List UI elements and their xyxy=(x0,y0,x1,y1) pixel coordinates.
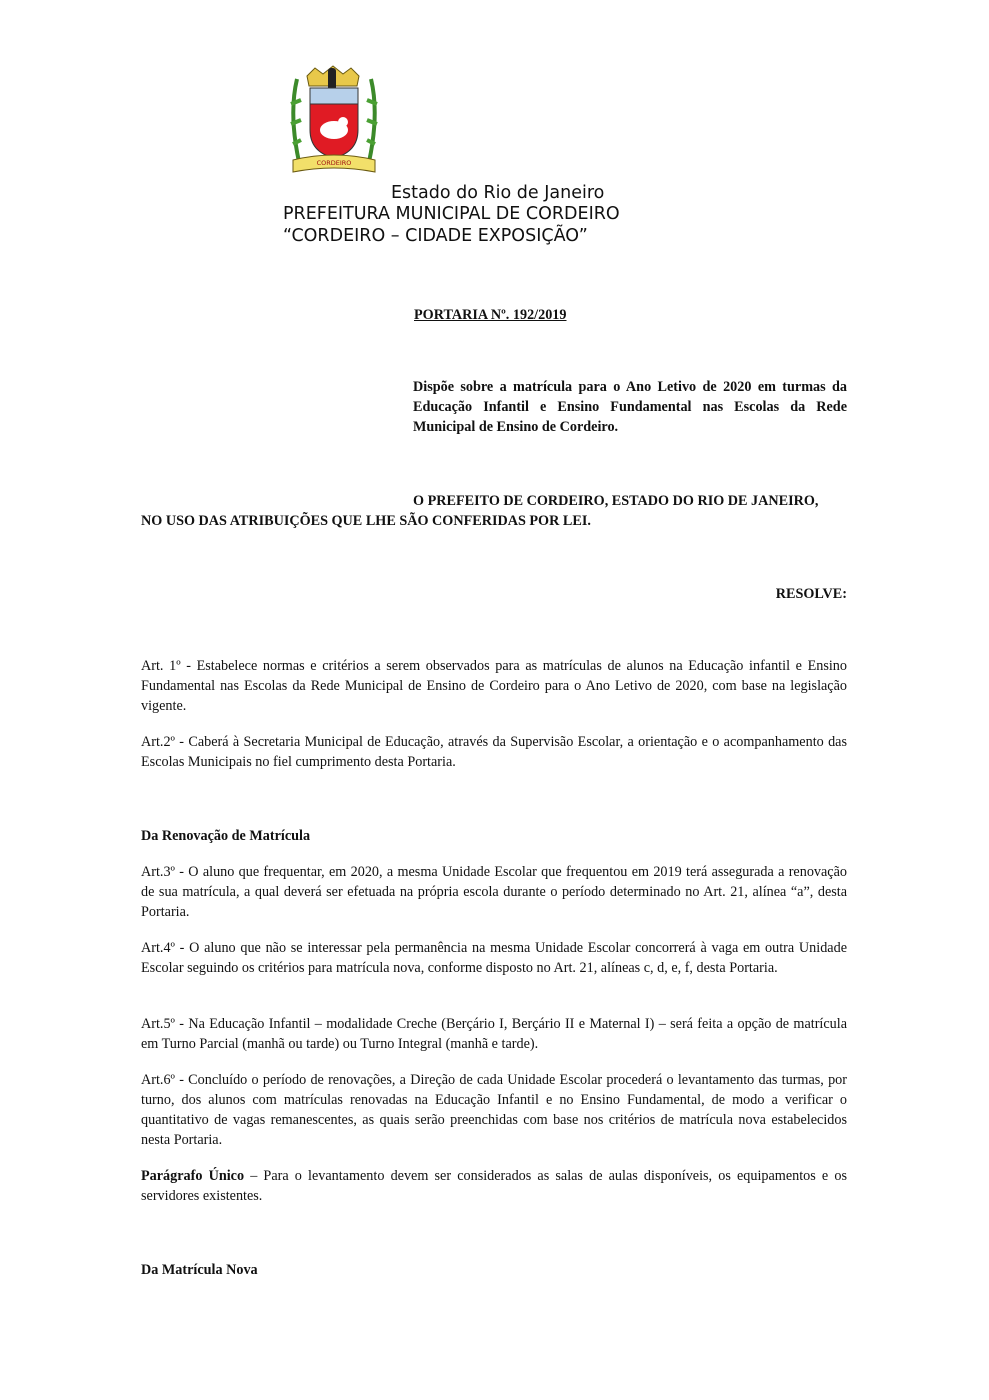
article-4: Art.4º - O aluno que não se interessar pela permanência na mesma Unidade Escolar concorrerá à vaga em outra Unidade Escolar seguindo os critérios para matrícula nova, conforme disposto no Art. 21, alíneas c, d, e, f, desta Portaria. xyxy=(141,940,847,976)
article-5: Art.5º - Na Educação Infantil – modalidade Creche (Berçário I, Berçário II e Maternal I) – será feita a opção de matrícula em Turno Parcial (manhã ou tarde) ou Turno Integral (manhã e tarde). xyxy=(141,1016,847,1052)
paragrafo-text: – Para o levantamento devem ser considerados as salas de aulas disponíveis, os equipamentos e os servidores existentes. xyxy=(141,1168,847,1204)
paragrafo-label: Parágrafo Único xyxy=(141,1168,245,1184)
header-state: Estado do Rio de Janeiro xyxy=(391,183,605,203)
preamble-line-2: NO USO DAS ATRIBUIÇÕES QUE LHE SÃO CONFERIDAS POR LEI. xyxy=(141,513,591,529)
svg-text:CORDEIRO: CORDEIRO xyxy=(316,159,352,167)
article-2: Art.2º - Caberá à Secretaria Municipal de Educação, através da Supervisão Escolar, a orientação e o acompanhamento das Escolas Municipais no fiel cumprimento desta Portaria. xyxy=(141,734,847,770)
coat-of-arms-logo xyxy=(285,64,383,178)
document-title: PORTARIA Nº. 192/2019 xyxy=(414,307,567,323)
preamble-line-1: O PREFEITO DE CORDEIRO, ESTADO DO RIO DE JANEIRO, xyxy=(413,493,819,509)
resolve-heading: RESOLVE: xyxy=(775,586,847,602)
article-6: Art.6º - Concluído o período de renovações, a Direção de cada Unidade Escolar procederá o levantamento das turmas, por turno, dos alunos com matrículas renovadas na Educação Infantil e no Ensino Fundamental, de modo a verificar o quantitativo de vagas remanescentes, as quais serão preenchidas com base nos critérios de matrícula nova estabelecidos nesta Portaria. xyxy=(141,1072,847,1148)
section-heading-renovacao: Da Renovação de Matrícula xyxy=(141,828,311,844)
paragrafo-unico xyxy=(141,1166,847,1206)
ementa: Dispõe sobre a matrícula para o Ano Letivo de 2020 em turmas da Educação Infantil e Ensino Fundamental nas Escolas da Rede Municipal de Ensino de Cordeiro. xyxy=(413,379,847,435)
header-prefeitura: PREFEITURA MUNICIPAL DE CORDEIRO xyxy=(283,204,620,224)
article-1: Art. 1º - Estabelece normas e critérios a serem observados para as matrículas de alunos na Educação infantil e Ensino Fundamental nas Escolas da Rede Municipal de Ensino de Cordeiro para o Ano Letivo de 2020, com base na legislação vigente. xyxy=(141,658,847,714)
article-3: Art.3º - O aluno que frequentar, em 2020, a mesma Unidade Escolar que frequentou em 2019 terá assegurada a renovação de sua matrícula, a qual deverá ser efetuada na própria escola durante o período determinado no Art. 21, alínea “a”, desta Portaria. xyxy=(141,864,847,920)
section-heading-nova: Da Matrícula Nova xyxy=(141,1262,258,1278)
header-motto: “CORDEIRO – CIDADE EXPOSIÇÃO” xyxy=(283,226,588,246)
